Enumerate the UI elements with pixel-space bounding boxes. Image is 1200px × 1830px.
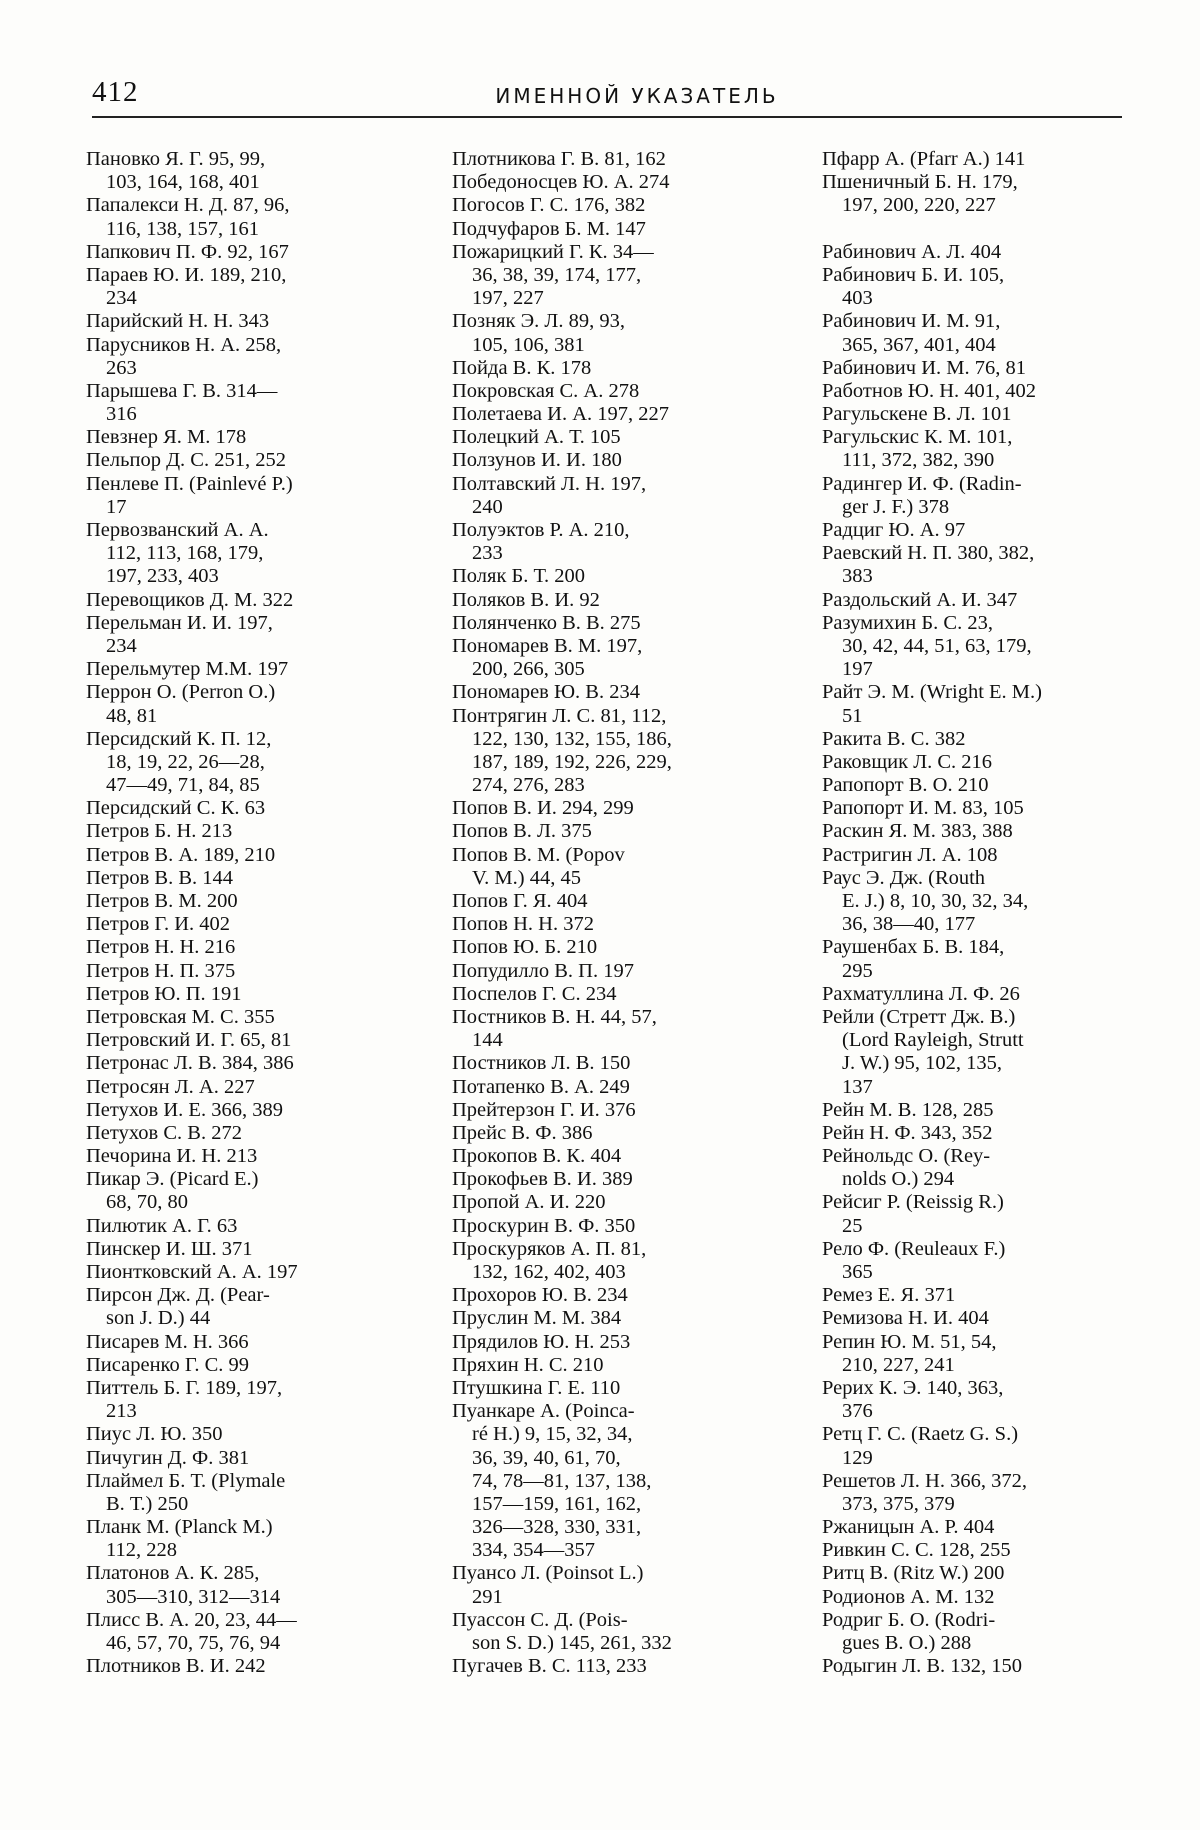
index-entry: Петров Г. И. 402 (86, 913, 231, 936)
index-entry: Пожарицкий Г. К. 34— (452, 240, 654, 263)
index-entry: Попов Н. Н. 372 (452, 913, 594, 936)
index-entry: Пичугин Д. Ф. 381 (86, 1446, 250, 1469)
index-entry: Радциг Ю. А. 97 (822, 519, 966, 541)
index-entry: Родриг Б. О. (Rodri- (822, 1608, 996, 1631)
index-entry-continuation: 213 (106, 1400, 137, 1423)
index-entry-continuation: son S. D.) 145, 261, 332 (472, 1632, 672, 1654)
index-entry: Постников В. Н. 44, 57, (452, 1005, 657, 1028)
index-entry: Родионов А. М. 132 (822, 1585, 995, 1608)
index-entry: Петров Ю. П. 191 (86, 982, 242, 1005)
index-entry-continuation: 111, 372, 382, 390 (842, 449, 995, 472)
index-entry-continuation: J. W.) 95, 102, 135, (842, 1052, 1003, 1075)
index-entry: Проскуряков А. П. 81, (452, 1237, 647, 1260)
index-entry: Полтавский Л. Н. 197, (452, 472, 647, 495)
index-entry: Проскурин В. Ф. 350 (452, 1214, 636, 1237)
index-entry-continuation: 137 (842, 1075, 873, 1098)
index-entry-continuation: 103, 164, 168, 401 (106, 171, 260, 194)
index-entry: Рабинович А. Л. 404 (822, 240, 1002, 263)
index-entry: Перельмутер М.М. 197 (86, 658, 289, 681)
index-entry: Рейсиг Р. (Reissig R.) (822, 1191, 1004, 1214)
index-entry-continuation: 365 (842, 1261, 873, 1283)
index-entry: Пропой А. И. 220 (452, 1191, 606, 1214)
index-entry: Рейнольдс О. (Rey- (822, 1145, 991, 1168)
index-entry: Поляк Б. Т. 200 (452, 565, 586, 588)
index-entry-continuation: 36, 38—40, 177 (842, 913, 976, 936)
index-entry: Подчуфаров Б. М. 147 (452, 217, 646, 240)
index-entry: Рапопорт В. О. 210 (822, 774, 989, 797)
index-entry: Пионтковский А. А. 197 (86, 1261, 298, 1283)
index-entry-continuation: 187, 189, 192, 226, 229, (472, 750, 672, 773)
index-entry-continuation: ré H.) 9, 15, 32, 34, (472, 1423, 633, 1446)
index-entry: Парышева Г. В. 314— (86, 379, 278, 402)
index-entry-continuation: 112, 228 (106, 1539, 177, 1562)
index-entry: Рабинович Б. И. 105, (822, 263, 1005, 286)
index-entry: Раевский Н. П. 380, 382, (822, 542, 1035, 565)
index-entry-continuation: 274, 276, 283 (472, 774, 585, 797)
index-entry: Рейн М. В. 128, 285 (822, 1098, 994, 1121)
index-entry: Пряхин Н. С. 210 (452, 1353, 604, 1376)
index-entry: Понтрягин Л. С. 81, 112, (452, 704, 667, 727)
index-entry: Рейн Н. Ф. 343, 352 (822, 1121, 993, 1144)
index-entry-continuation: 144 (472, 1029, 503, 1052)
index-entry: Решетов Л. Н. 366, 372, (822, 1469, 1027, 1492)
index-entry-continuation: son J. D.) 44 (106, 1307, 211, 1330)
index-column-1 (86, 148, 416, 1678)
index-entry: Раздольский А. И. 347 (822, 588, 1018, 611)
index-entry: Параев Ю. И. 189, 210, (86, 263, 287, 286)
index-entry: Раскин Я. М. 383, 388 (822, 820, 1013, 843)
index-entry-continuation: 334, 354—357 (472, 1539, 595, 1562)
index-entry-continuation: 30, 42, 44, 51, 63, 179, (842, 634, 1032, 657)
index-entry: Пруслин М. М. 384 (452, 1307, 622, 1330)
page-number: 412 (92, 76, 139, 108)
index-entry: Рапопорт И. М. 83, 105 (822, 797, 1024, 820)
index-entry-continuation: 48, 81 (106, 704, 158, 727)
index-entry-continuation: 376 (842, 1400, 873, 1423)
index-entry: Писарев М. Н. 366 (86, 1330, 249, 1353)
index-entry: Пуансо Л. (Poinsot L.) (452, 1562, 644, 1585)
index-entry: Рерих К. Э. 140, 363, (822, 1376, 1004, 1399)
index-entry: Петров В. А. 189, 210 (86, 843, 276, 866)
index-entry: Пономарев Ю. В. 234 (452, 681, 640, 704)
index-entry: Прокофьев В. И. 389 (452, 1168, 633, 1191)
index-entry-continuation: 25 (842, 1214, 863, 1237)
index-entry: Пилютик А. Г. 63 (86, 1214, 238, 1237)
section-gap (822, 218, 1152, 241)
index-entry: Планк М. (Planck М.) (86, 1516, 273, 1539)
index-entry: Ползунов И. И. 180 (452, 449, 622, 472)
index-entry: Ремизова Н. И. 404 (822, 1307, 989, 1330)
index-entry-continuation: 373, 375, 379 (842, 1492, 955, 1515)
index-entry-continuation: 68, 70, 80 (106, 1191, 188, 1214)
index-entry: Пикар Э. (Picard Е.) (86, 1168, 259, 1191)
index-entry: Рагульскис К. М. 101, (822, 426, 1013, 449)
index-entry: Радингер И. Ф. (Radin- (822, 472, 1022, 495)
index-entry: Работнов Ю. Н. 401, 402 (822, 379, 1037, 402)
index-entry-continuation: 295 (842, 959, 873, 982)
index-entry: Петухов И. Е. 366, 389 (86, 1098, 283, 1121)
index-entry: Парийский Н. Н. 343 (86, 310, 270, 333)
index-entry: Пуанкаре А. (Poinca- (452, 1400, 635, 1423)
index-entry-continuation: 74, 78—81, 137, 138, (472, 1469, 652, 1492)
index-entry: Поспелов Г. С. 234 (452, 982, 617, 1005)
page-header (92, 70, 1122, 118)
index-entry: Пирсон Дж. Д. (Pear- (86, 1284, 270, 1307)
index-entry: Прокопов В. К. 404 (452, 1145, 622, 1168)
index-entry: Рейли (Стретт Дж. В.) (822, 1005, 1016, 1028)
index-entry-continuation: 234 (106, 287, 137, 310)
index-entry: Покровская С. А. 278 (452, 379, 640, 402)
running-title: ИМЕННОЙ УКАЗАТЕЛЬ (495, 84, 779, 108)
index-entry: Писаренко Г. С. 99 (86, 1353, 250, 1376)
index-entry: Попов Ю. Б. 210 (452, 936, 598, 959)
index-entry-continuation: 383 (842, 565, 873, 588)
index-entry: Рабинович И. М. 76, 81 (822, 356, 1026, 379)
index-entry: Петров В. В. 144 (86, 866, 234, 889)
index-entry: Перевощиков Д. М. 322 (86, 588, 294, 611)
index-column-3 (822, 148, 1152, 1678)
index-entry: Полетаева И. А. 197, 227 (452, 403, 670, 426)
index-entry-continuation: 403 (842, 287, 873, 310)
index-entry: Полецкий А. Т. 105 (452, 426, 621, 449)
index-entry: Раус Э. Дж. (Routh (822, 866, 986, 889)
index-entry: Пельпор Д. С. 251, 252 (86, 449, 286, 472)
index-entry: Полянченко В. В. 275 (452, 611, 641, 634)
index-entry: Пшеничный Б. Н. 179, (822, 171, 1018, 194)
index-entry: Рахматуллина Л. Ф. 26 (822, 982, 1020, 1005)
index-entry: Петухов С. В. 272 (86, 1121, 242, 1144)
index-entry: Первозванский А. А. (86, 519, 269, 541)
index-entry-continuation: 263 (106, 356, 137, 379)
index-entry: Попудилло В. П. 197 (452, 959, 634, 982)
index-entry: Родыгин Л. В. 132, 150 (822, 1655, 1023, 1678)
index-entry: Погосов Г. С. 176, 382 (452, 194, 646, 217)
index-entry: Попов Г. Я. 404 (452, 890, 588, 912)
index-entry-continuation: 197 (842, 658, 873, 681)
index-entry-continuation: Е. J.) 8, 10, 30, 32, 34, (842, 890, 1029, 912)
index-entry: Растригин Л. А. 108 (822, 843, 998, 866)
index-entry-continuation: 36, 38, 39, 174, 177, (472, 263, 642, 286)
index-entry-continuation: gues В. О.) 288 (842, 1632, 972, 1654)
index-entry: Раушенбах Б. В. 184, (822, 936, 1005, 959)
index-entry: Петров Н. П. 375 (86, 959, 236, 982)
index-entry: Парусников Н. А. 258, (86, 333, 282, 356)
index-entry-continuation: 291 (472, 1585, 503, 1608)
index-entry: Потапенко В. А. 249 (452, 1075, 630, 1098)
index-entry: Рабинович И. М. 91, (822, 310, 1001, 333)
index-entry: Платонов А. К. 285, (86, 1562, 260, 1585)
index-entry: Постников Л. В. 150 (452, 1052, 631, 1075)
index-entry: Пиус Л. Ю. 350 (86, 1423, 223, 1446)
index-entry: Перрон О. (Perron О.) (86, 681, 276, 704)
index-entry: Попов В. М. (Popov (452, 843, 625, 866)
index-entry: Птушкина Г. Е. 110 (452, 1376, 621, 1399)
index-entry-continuation: ger J. F.) 378 (842, 495, 950, 518)
index-entry: Перельман И. И. 197, (86, 611, 273, 634)
index-entry-continuation: 197, 200, 220, 227 (842, 194, 996, 217)
index-entry: Плотников В. И. 242 (86, 1655, 266, 1678)
header-rule (92, 116, 1122, 118)
index-entry: Полуэктов Р. А. 210, (452, 519, 630, 541)
index-entry-continuation: 105, 106, 381 (472, 333, 585, 356)
index-entry: Разумихин Б. С. 23, (822, 611, 993, 634)
index-entry: Пенлеве П. (Painlevé P.) (86, 472, 293, 495)
index-entry: Петров Н. Н. 216 (86, 936, 236, 959)
index-entry: Петров В. М. 200 (86, 890, 238, 912)
index-entry-continuation: 234 (106, 634, 137, 657)
index-entry-continuation: 197, 233, 403 (106, 565, 219, 588)
index-entry: Рело Ф. (Reuleaux F.) (822, 1237, 1006, 1260)
index-entry: Персидский К. П. 12, (86, 727, 272, 750)
index-entry: Питтель Б. Г. 189, 197, (86, 1376, 283, 1399)
index-entry: Прядилов Ю. Н. 253 (452, 1330, 631, 1353)
index-entry: Прейс В. Ф. 386 (452, 1121, 593, 1144)
index-entry: Прейтерзон Г. И. 376 (452, 1098, 636, 1121)
index-entry: Ремез Е. Я. 371 (822, 1284, 956, 1307)
index-entry-continuation: 197, 227 (472, 287, 544, 310)
index-entry: Плотникова Г. В. 81, 162 (452, 148, 666, 170)
index-entry-continuation: 233 (472, 542, 503, 565)
index-entry: Победоносцев Ю. А. 274 (452, 171, 670, 194)
index-entry-continuation: В. Т.) 250 (106, 1492, 189, 1515)
index-entry: Ракита В. С. 382 (822, 727, 966, 750)
index-entry: Плисс В. А. 20, 23, 44— (86, 1608, 297, 1631)
index-entry: Папкович П. Ф. 92, 167 (86, 240, 289, 263)
index-entry-continuation: 200, 266, 305 (472, 658, 585, 681)
index-entry: Позняк Э. Л. 89, 93, (452, 310, 625, 333)
index-entry: Петронас Л. В. 384, 386 (86, 1052, 294, 1075)
index-entry-continuation: 17 (106, 495, 127, 518)
index-entry: Пономарев В. М. 197, (452, 634, 643, 657)
index-entry: Пуассон С. Д. (Pois- (452, 1608, 628, 1631)
index-entry: Петров Б. Н. 213 (86, 820, 233, 843)
index-entry: Ретц Г. С. (Raetz G. S.) (822, 1423, 1019, 1446)
index-entry: Пинскер И. Ш. 371 (86, 1237, 253, 1260)
index-entry: Петровский И. Г. 65, 81 (86, 1029, 292, 1052)
index-entry: Ритц В. (Ritz W.) 200 (822, 1562, 1005, 1585)
index-entry-continuation: 116, 138, 157, 161 (106, 217, 259, 240)
index-entry-continuation: 47—49, 71, 84, 85 (106, 774, 260, 797)
index-entry: Ржаницын А. Р. 404 (822, 1516, 995, 1539)
index-entry: Пфарр А. (Pfarr А.) 141 (822, 148, 1026, 170)
index-entry-continuation: 46, 57, 70, 75, 76, 94 (106, 1632, 281, 1654)
index-entry: Пугачев В. С. 113, 233 (452, 1655, 647, 1678)
index-entry-continuation: 132, 162, 402, 403 (472, 1261, 626, 1283)
index-entry-continuation: 240 (472, 495, 503, 518)
index-entry: Репин Ю. М. 51, 54, (822, 1330, 997, 1353)
index-entry-continuation: 122, 130, 132, 155, 186, (472, 727, 672, 750)
index-entry-continuation: 112, 113, 168, 179, (106, 542, 264, 565)
index-entry: Раковщик Л. С. 216 (822, 750, 993, 773)
index-entry-continuation: 129 (842, 1446, 873, 1469)
index-entry: Ривкин С. С. 128, 255 (822, 1539, 1011, 1562)
index-entry: Печорина И. Н. 213 (86, 1145, 258, 1168)
index-entry: Поляков В. И. 92 (452, 588, 600, 611)
index-entry: Райт Э. М. (Wright Е. М.) (822, 681, 1042, 704)
index-entry-continuation: 365, 367, 401, 404 (842, 333, 996, 356)
index-entry: Папалекси Н. Д. 87, 96, (86, 194, 290, 217)
index-entry-continuation: 326—328, 330, 331, (472, 1516, 642, 1539)
index-entry-continuation: 210, 227, 241 (842, 1353, 955, 1376)
index-entry: Прохоров Ю. В. 234 (452, 1284, 628, 1307)
index-entry: Плаймел Б. Т. (Plymale (86, 1469, 286, 1492)
index-column-2 (452, 148, 782, 1678)
index-entry: Пановко Я. Г. 95, 99, (86, 148, 266, 170)
index-entry-continuation: 157—159, 161, 162, (472, 1492, 642, 1515)
index-entry: Петровская М. С. 355 (86, 1005, 275, 1028)
index-entry-continuation: V. M.) 44, 45 (472, 866, 581, 889)
index-entry-continuation: 36, 39, 40, 61, 70, (472, 1446, 621, 1469)
index-entry: Пойда В. К. 178 (452, 356, 592, 379)
index-entry: Петросян Л. А. 227 (86, 1075, 255, 1098)
index-entry: Рагульскене В. Л. 101 (822, 403, 1012, 426)
index-entry-continuation: 18, 19, 22, 26—28, (106, 750, 265, 773)
index-entry-continuation: 51 (842, 704, 863, 727)
index-entry: Персидский С. К. 63 (86, 797, 266, 820)
index-entry-continuation: 316 (106, 403, 137, 426)
index-entry-continuation: 305—310, 312—314 (106, 1585, 281, 1608)
index-entry-continuation: (Lord Rayleigh, Strutt (842, 1029, 1024, 1052)
index-entry-continuation: nolds О.) 294 (842, 1168, 955, 1191)
index-entry: Певзнер Я. М. 178 (86, 426, 247, 449)
index-entry: Попов В. Л. 375 (452, 820, 592, 843)
index-entry: Попов В. И. 294, 299 (452, 797, 634, 820)
